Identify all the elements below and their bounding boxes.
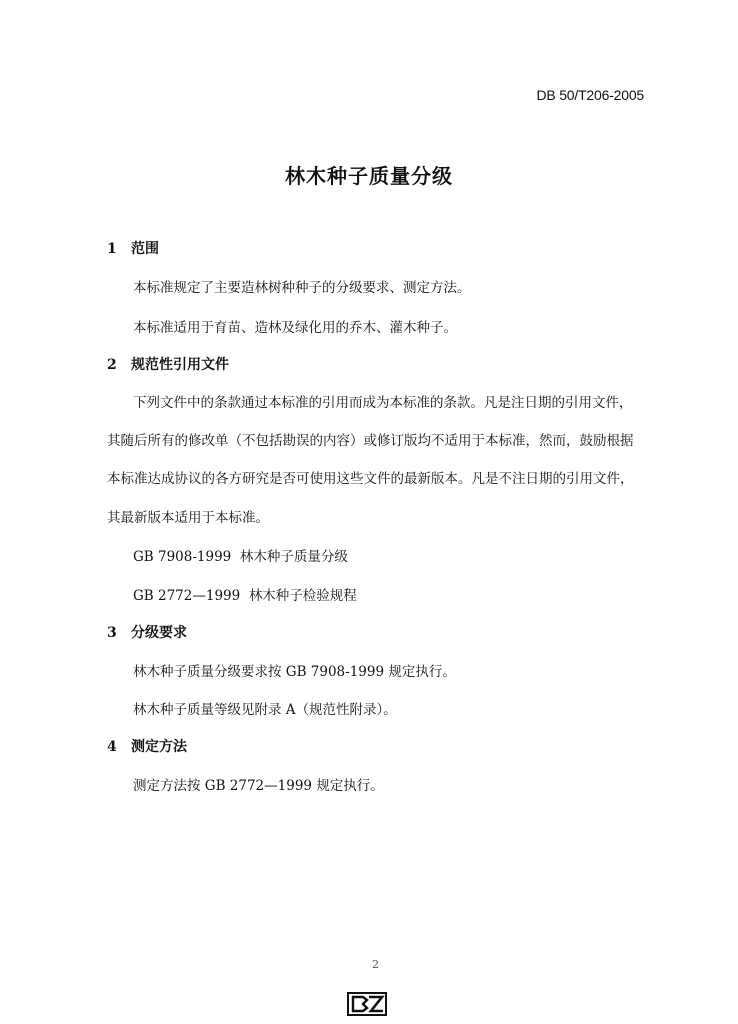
reference-code: GB 7908-1999 bbox=[133, 549, 232, 565]
section-4-paragraph-1: 测定方法按 GB 2772—1999 规定执行。 bbox=[133, 778, 384, 794]
section-3-paragraph-2: 林木种子质量等级见附录 A（规范性附录）。 bbox=[133, 702, 397, 718]
section-1-heading bbox=[107, 238, 159, 258]
bz-logo bbox=[347, 992, 387, 1016]
section-title: 规范性引用文件 bbox=[131, 357, 229, 373]
section-2-intro-line-2: 其随后所有的修改单（不包括勘误的内容）或修订版均不适用于本标准，然而，鼓励根据 bbox=[107, 433, 634, 449]
section-2-intro-line-4: 其最新版本适用于本标准。 bbox=[107, 510, 269, 526]
section-2-intro-line-1: 下列文件中的条款通过本标准的引用而成为本标准的条款。凡是注日期的引用文件， bbox=[133, 395, 633, 411]
reference-item bbox=[133, 584, 357, 604]
section-number: 4 bbox=[107, 739, 117, 755]
document-title: 林木种子质量分级 bbox=[285, 164, 453, 188]
section-title: 范围 bbox=[131, 241, 159, 257]
section-2-heading bbox=[107, 354, 229, 374]
section-number: 1 bbox=[107, 241, 117, 257]
section-title: 测定方法 bbox=[131, 739, 187, 755]
reference-item bbox=[133, 545, 348, 565]
section-3-paragraph-1: 林木种子质量分级要求按 GB 7908-1999 规定执行。 bbox=[133, 664, 456, 680]
section-1-paragraph-1: 本标准规定了主要造林树种种子的分级要求、测定方法。 bbox=[133, 280, 471, 296]
reference-code: GB 2772—1999 bbox=[133, 588, 241, 604]
section-title: 分级要求 bbox=[131, 625, 187, 641]
section-number: 2 bbox=[107, 357, 117, 373]
reference-name: 林木种子质量分级 bbox=[239, 549, 348, 565]
section-4-heading bbox=[107, 736, 187, 756]
section-number: 3 bbox=[107, 625, 117, 641]
page-number: 2 bbox=[372, 958, 379, 971]
doc-code: DB 50/T206-2005 bbox=[536, 87, 644, 103]
section-3-heading bbox=[107, 622, 187, 642]
section-1-paragraph-2: 本标准适用于育苗、造林及绿化用的乔木、灌木种子。 bbox=[133, 320, 457, 336]
section-2-intro-line-3: 本标准达成协议的各方研究是否可使用这些文件的最新版本。凡是不注日期的引用文件， bbox=[107, 471, 634, 487]
reference-name: 林木种子检验规程 bbox=[248, 588, 357, 604]
